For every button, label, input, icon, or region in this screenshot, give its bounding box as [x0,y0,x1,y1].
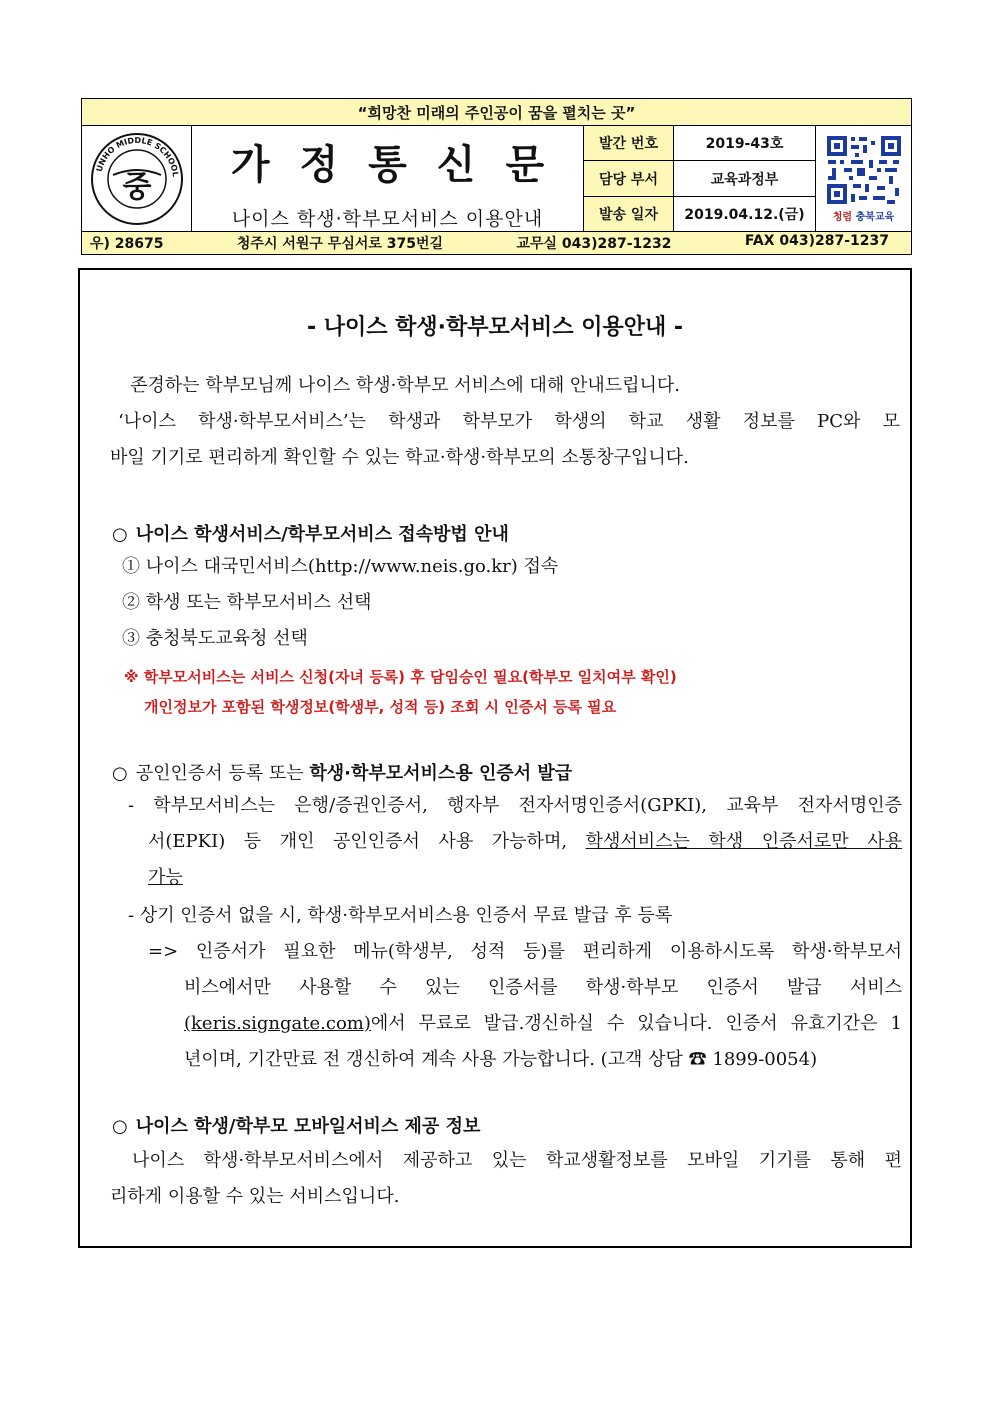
office-phone: 교무실 043)287-1232 [516,235,672,252]
notice-body [78,268,912,1248]
intro-line-1: 존경하는 학부모님께 나이스 학생·학부모 서비스에 대해 안내드립니다. [130,375,681,396]
qr-code-icon [825,134,903,206]
emblem-ring-text: UNHO MIDDLE SCHOOL [94,135,180,177]
section2-heading: ○ 공인인증서 등록 또는 학생·학부모서비스용 인증서 발급 [112,763,573,784]
mobile-line-1: 나이스 학생·학부모서비스에서 제공하고 있는 학교생활정보를 모바일 기기를 통해 편 [132,1150,902,1171]
qr-caption [833,208,894,223]
address-bar [82,231,912,254]
fax-number: FAX 043)287-1237 [744,232,889,249]
document-title: - 나이스 학생·학부모서비스 이용안내 - [306,315,684,340]
cert-item-2: - 상기 인증서 없을 시, 학생·학부모서비스용 인증서 무료 발급 후 등록 [128,905,673,926]
school-emblem-icon [89,131,185,227]
postal-code: 우) 28675 [90,235,164,252]
circle-bullet-icon: ○ [112,763,128,784]
newsletter-subtitle: 나이스 학생·학부모서비스 이용안내 [231,207,544,230]
section3-heading: ○ 나이스 학생/학부모 모바일서비스 제공 정보 [112,1116,481,1137]
intro-line-2: ‘나이스 학생·학부모서비스’는 학생과 학부모가 학생의 학교 생활 정보를 PC와 모 [118,411,900,432]
mobile-line-2: 리하게 이용할 수 있는 서비스입니다. [110,1186,400,1207]
cert-item-1-line-2: 서(EPKI) 등 개인 공인인증서 사용 가능하며, 학생서비스는 학생 인증서로만 사용 [148,831,902,852]
notice-note-1: ※ 학부모서비스는 서비스 신청(자녀 등록) 후 담임승인 필요(학부모 일치여부 확인) [124,668,677,686]
signgate-link[interactable]: (keris.signgate.com) [184,1013,371,1034]
slogan: “희망찬 미래의 주인공이 꿈을 펼치는 곳” [82,99,912,126]
street-address: 청주시 서원구 무심서로 375번길 [236,235,444,252]
meta-value-issue: 2019-43호 [674,126,816,161]
cert-item-1-line-1: - 학부모서비스는 은행/증권인증서, 행자부 전자서명인증서(GPKI), 교육부 전자서명인증 [128,795,902,816]
arrow-line-2: 비스에서만 사용할 수 있는 인증서를 학생·학부모 인증서 발급 서비스 [184,977,902,998]
arrow-line-4: 년이며, 기간만료 전 갱신하여 계속 사용 가능합니다. (고객 상담 ☎ 1899-0054) [184,1049,818,1070]
title-cell [192,126,584,232]
emblem-center-text: 중 [122,169,151,205]
section1-heading: ○ 나이스 학생서비스/학부모서비스 접속방법 안내 [112,524,509,545]
qr-caption-left: 청렴 [832,212,853,223]
qr-caption-right: 충북교육 [855,212,895,223]
meta-value-date: 2019.04.12.(금) [674,196,816,231]
notice-note-2: 개인정보가 포함된 학생정보(학생부, 성적 등) 조회 시 인증서 등록 필요 [144,698,617,716]
qr-cell [816,126,912,232]
newsletter-title: 가정통신문 [230,140,575,188]
intro-line-3: 바일 기기로 편리하게 확인할 수 있는 학교·학생·학부모의 소통창구입니다. [110,447,689,468]
meta-label-issue: 발간 번호 [584,126,674,161]
step-3: ③ 충청북도교육청 선택 [122,628,308,649]
meta-label-dept: 담당 부서 [584,161,674,196]
arrow-line-1: => 인증서가 필요한 메뉴(학생부, 성적 등)를 편리하게 이용하시도록 학생·학부모서 [148,941,902,962]
meta-value-dept: 교육과정부 [674,161,816,196]
newsletter-header [81,98,911,255]
arrow-line-3: (keris.signgate.com) 에서 무료로 발급.갱신하실 수 있습니다. 인증서 유효기간은 1 [184,1006,902,1042]
circle-bullet-icon: ○ [112,524,128,545]
circle-bullet-icon: ○ [112,1116,128,1137]
step-1: ① 나이스 대국민서비스(http://www.neis.go.kr) 접속 [122,556,559,577]
cert-item-1-line-3: 가능 [148,867,183,888]
logo-cell [82,126,192,232]
meta-label-date: 발송 일자 [584,196,674,231]
step-2: ② 학생 또는 학부모서비스 선택 [122,592,372,613]
